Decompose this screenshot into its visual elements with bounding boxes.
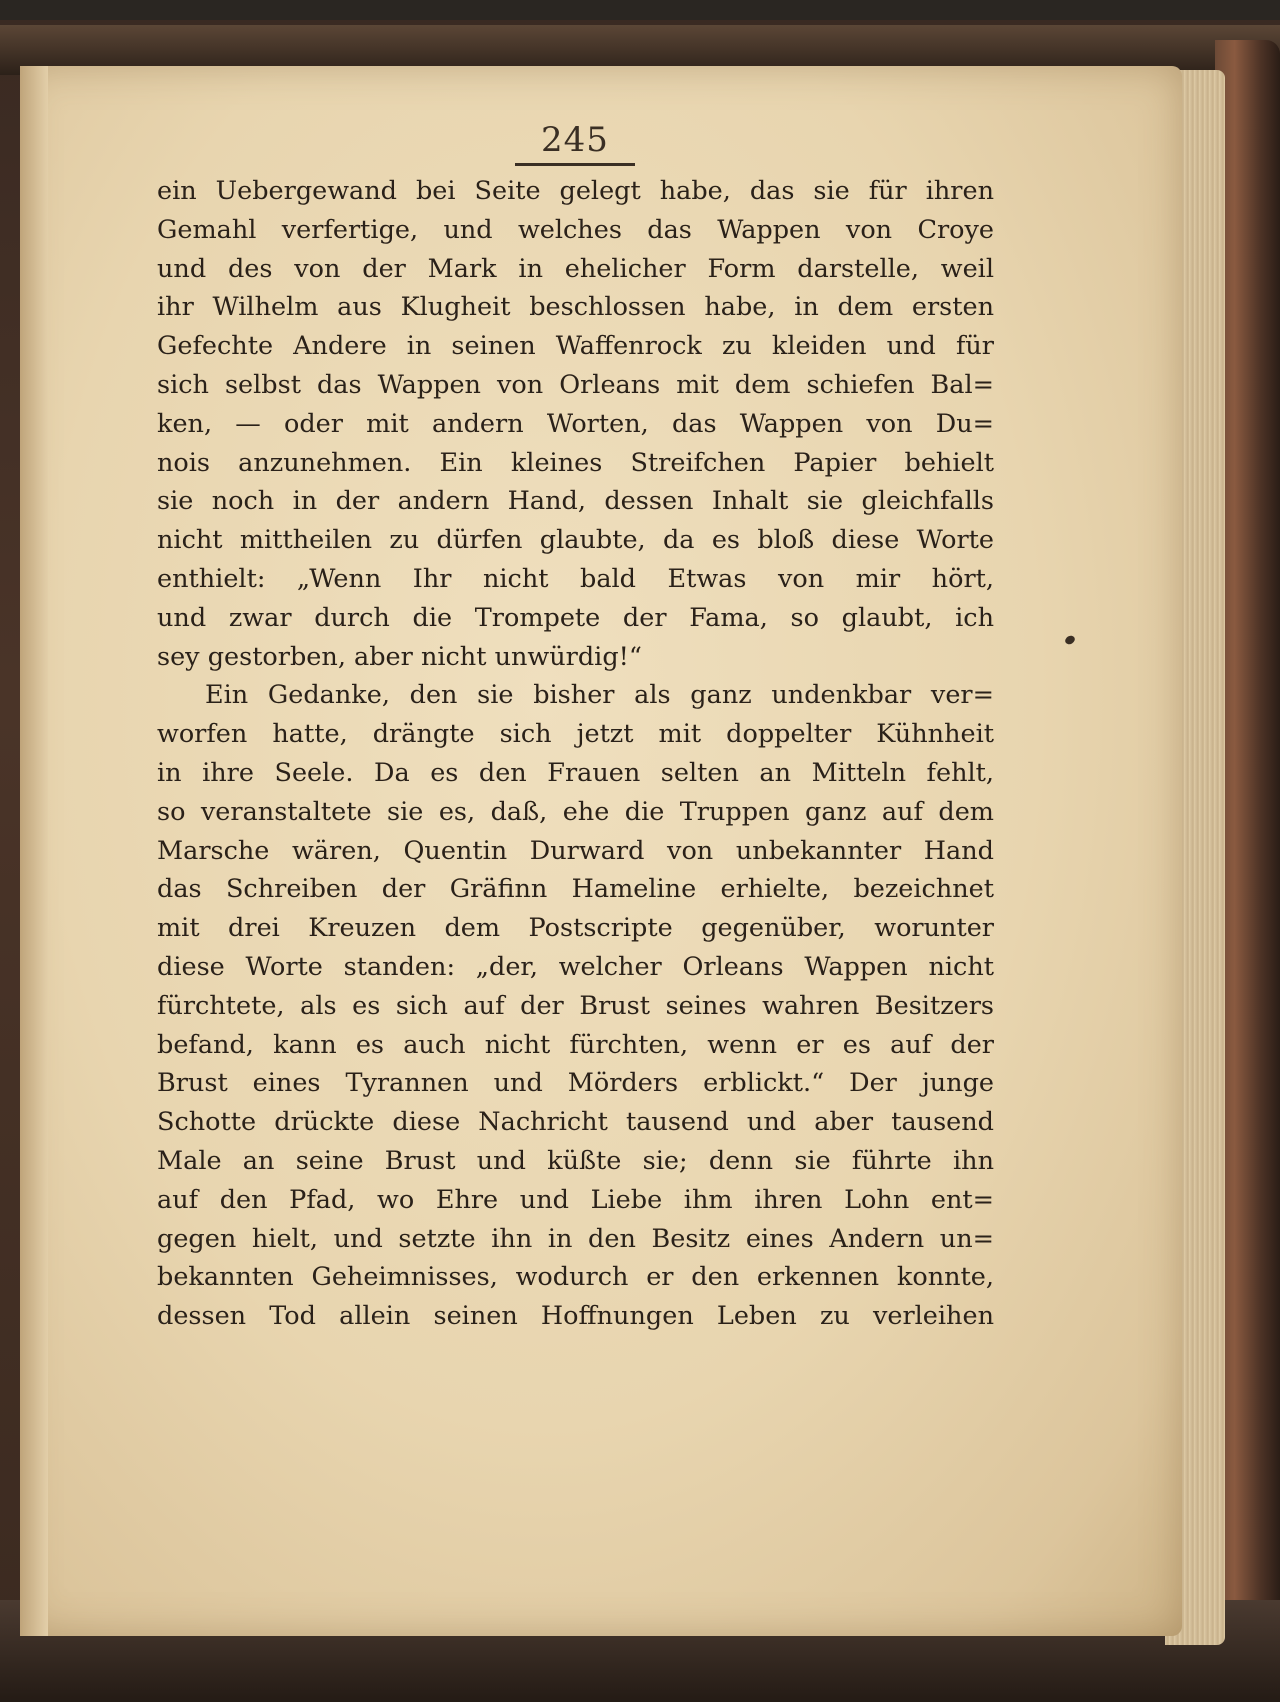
text-line: nicht mittheilen zu dürfen glaubte, da es bloß diese Worte [157, 525, 994, 556]
text-line: fürchtete, als es sich auf der Brust seines wahren Besitzers [157, 990, 994, 1021]
text-line: auf den Pfad, wo Ehre und Liebe ihm ihren Lohn ent= [157, 1184, 994, 1215]
text-line: das Schreiben der Gräfinn Hameline erhielte, bezeichnet [157, 874, 994, 905]
text-line: so veranstaltete sie es, daß, ehe die Truppen ganz auf dem [157, 796, 994, 827]
text-line: mit drei Kreuzen dem Postscripte gegenüber, worunter [157, 913, 994, 944]
text-line: enthielt: „Wenn Ihr nicht bald Etwas von mir hört, [157, 563, 994, 594]
text-line: ihr Wilhelm aus Klugheit beschlossen habe, in dem ersten [157, 292, 994, 323]
text-line: Gemahl verfertige, und welches das Wappen von Croye [157, 214, 994, 245]
text-line: dessen Tod allein seinen Hoffnungen Leben zu verleihen [157, 1301, 994, 1332]
body-text [157, 172, 994, 1336]
text-line: Brust eines Tyrannen und Mörders erblickt.“ Der junge [157, 1068, 994, 1099]
text-line: diese Worte standen: „der, welcher Orleans Wappen nicht [157, 951, 994, 982]
text-line: Ein Gedanke, den sie bisher als ganz undenkbar ver= [205, 680, 994, 711]
text-line: und des von der Mark in ehelicher Form darstelle, weil [157, 253, 994, 284]
page-number: 245 [541, 120, 609, 160]
text-line: Gefechte Andere in seinen Waffenrock zu kleiden und für [157, 331, 994, 362]
text-line: und zwar durch die Trompete der Fama, so glaubt, ich [157, 602, 994, 633]
text-line: nois anzunehmen. Ein kleines Streifchen Papier behielt [157, 447, 994, 478]
text-line: Male an seine Brust und küßte sie; denn sie führte ihn [157, 1145, 994, 1176]
page-gutter [20, 66, 48, 1636]
text-line: sie noch in der andern Hand, dessen Inhalt sie gleichfalls [157, 486, 994, 517]
text-line: Schotte drückte diese Nachricht tausend und aber tausend [157, 1107, 994, 1138]
text-line: sey gestorben, aber nicht unwürdig!“ [157, 641, 642, 672]
page-number-rule [515, 163, 635, 166]
text-line: bekannten Geheimnisses, wodurch er den erkennen konnte, [157, 1262, 994, 1293]
text-line: befand, kann es auch nicht fürchten, wenn er es auf der [157, 1029, 994, 1060]
text-line: ein Uebergewand bei Seite gelegt habe, das sie für ihren [157, 176, 994, 206]
text-line: worfen hatte, drängte sich jetzt mit doppelter Kühnheit [157, 719, 994, 750]
text-line: Marsche wären, Quentin Durward von unbekannter Hand [157, 835, 994, 866]
text-line: ken, — oder mit andern Worten, das Wappen von Du= [157, 408, 994, 439]
text-line: in ihre Seele. Da es den Frauen selten an Mitteln fehlt, [157, 757, 994, 788]
text-line: sich selbst das Wappen von Orleans mit dem schiefen Bal= [157, 369, 994, 400]
text-line: gegen hielt, und setzte ihn in den Besitz eines Andern un= [157, 1223, 994, 1254]
